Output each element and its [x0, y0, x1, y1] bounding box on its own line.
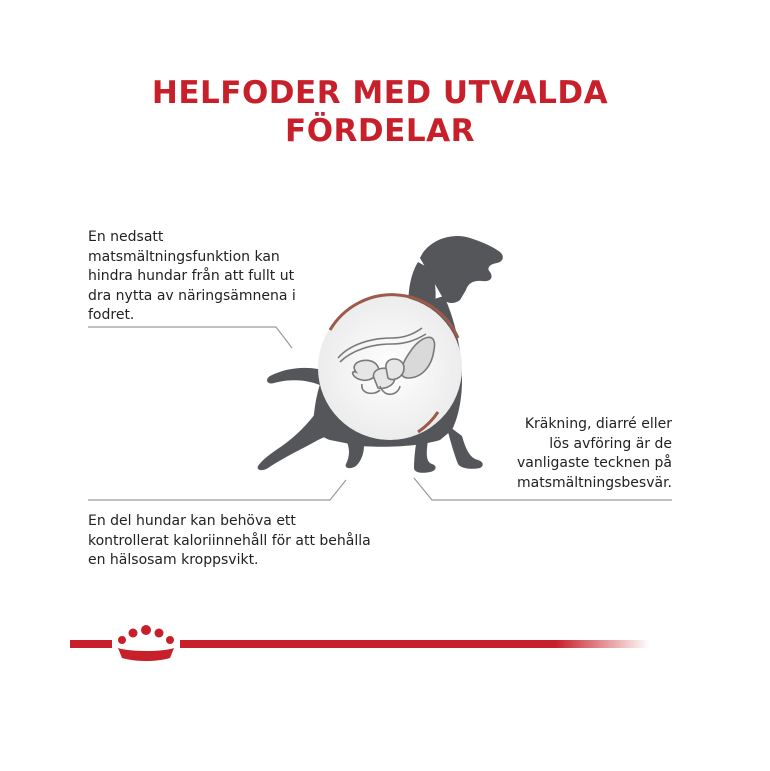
callout-line: En del hundar kan behöva ett [88, 513, 296, 529]
callout-line: hindra hundar från att fullt ut [88, 268, 295, 284]
callout-line: En nedsatt [88, 229, 164, 245]
callout-line: vanligaste tecknen på [516, 455, 672, 471]
callout-line: matsmältningsbesvär. [517, 474, 672, 491]
callout-line: fodret. [88, 307, 135, 323]
callout-symptoms [0, 415, 672, 493]
callout-line: en hälsosam kroppsvikt. [88, 552, 259, 568]
connector-top-left [88, 327, 292, 348]
title-line-2: FÖRDELAR [285, 113, 475, 149]
callout-calorie-control [88, 512, 371, 571]
callout-line: dra nytta av näringsämnena i [88, 287, 296, 304]
callout-line: lös avföring är de [549, 435, 672, 452]
royal-canin-crown-icon [118, 625, 174, 661]
brand-band [70, 640, 650, 648]
callout-line: kontrollerat kaloriinnehåll för att behålla [88, 532, 371, 549]
callout-digestive-function [88, 228, 296, 326]
callout-line: Kräkning, diarré eller [524, 416, 672, 432]
callout-line: matsmältningsfunktion kan [88, 248, 280, 265]
title-line-1: HELFODER MED UTVALDA [151, 75, 609, 111]
